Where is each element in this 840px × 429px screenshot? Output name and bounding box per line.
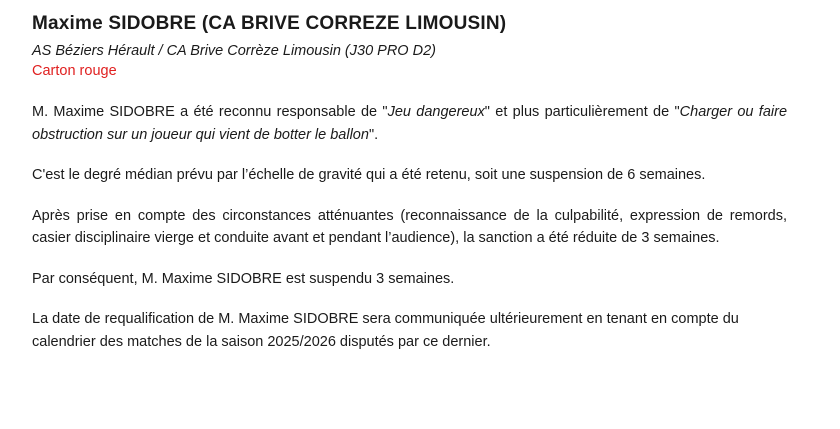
- card-type: Carton rouge: [32, 63, 117, 79]
- offense-text-c: " et plus particulièrement de ": [484, 104, 680, 120]
- offense-detail: Charger ou faire obstruction sur un joueur qui vient de botter le ballon: [32, 104, 788, 143]
- offense-category: Jeu dangereux: [387, 104, 485, 120]
- paragraph-offense: [32, 101, 787, 146]
- offense-text-a: M. Maxime SIDOBRE a été reconnu responsable de ": [32, 104, 388, 120]
- decision-document: [32, 12, 787, 371]
- paragraph-requalification: La date de requalification de M. Maxime SIDOBRE sera communiquée ultérieurement en tenant en compte du calendrier des matches de la saison 2025/2026 disputés par ce dernier.: [32, 311, 739, 350]
- paragraph-mitigation: Après prise en compte des circonstances atténuantes (reconnaissance de la culpabilité, expression de remords, casier disciplinaire vierge et conduite avant et pendant l’audience), la sanction a été réduite de 3 semaines.: [32, 207, 787, 246]
- paragraph-conclusion: Par conséquent, M. Maxime SIDOBRE est suspendu 3 semaines.: [32, 270, 455, 287]
- paragraph-severity: C'est le degré médian prévu par l’échelle de gravité qui a été retenu, soit une suspension de 6 semaines.: [32, 167, 706, 183]
- match-subtitle: AS Béziers Hérault / CA Brive Corrèze Limousin (J30 PRO D2): [32, 43, 436, 59]
- offense-text-e: ".: [368, 126, 379, 143]
- player-title: Maxime SIDOBRE (CA BRIVE CORREZE LIMOUSIN): [32, 13, 507, 34]
